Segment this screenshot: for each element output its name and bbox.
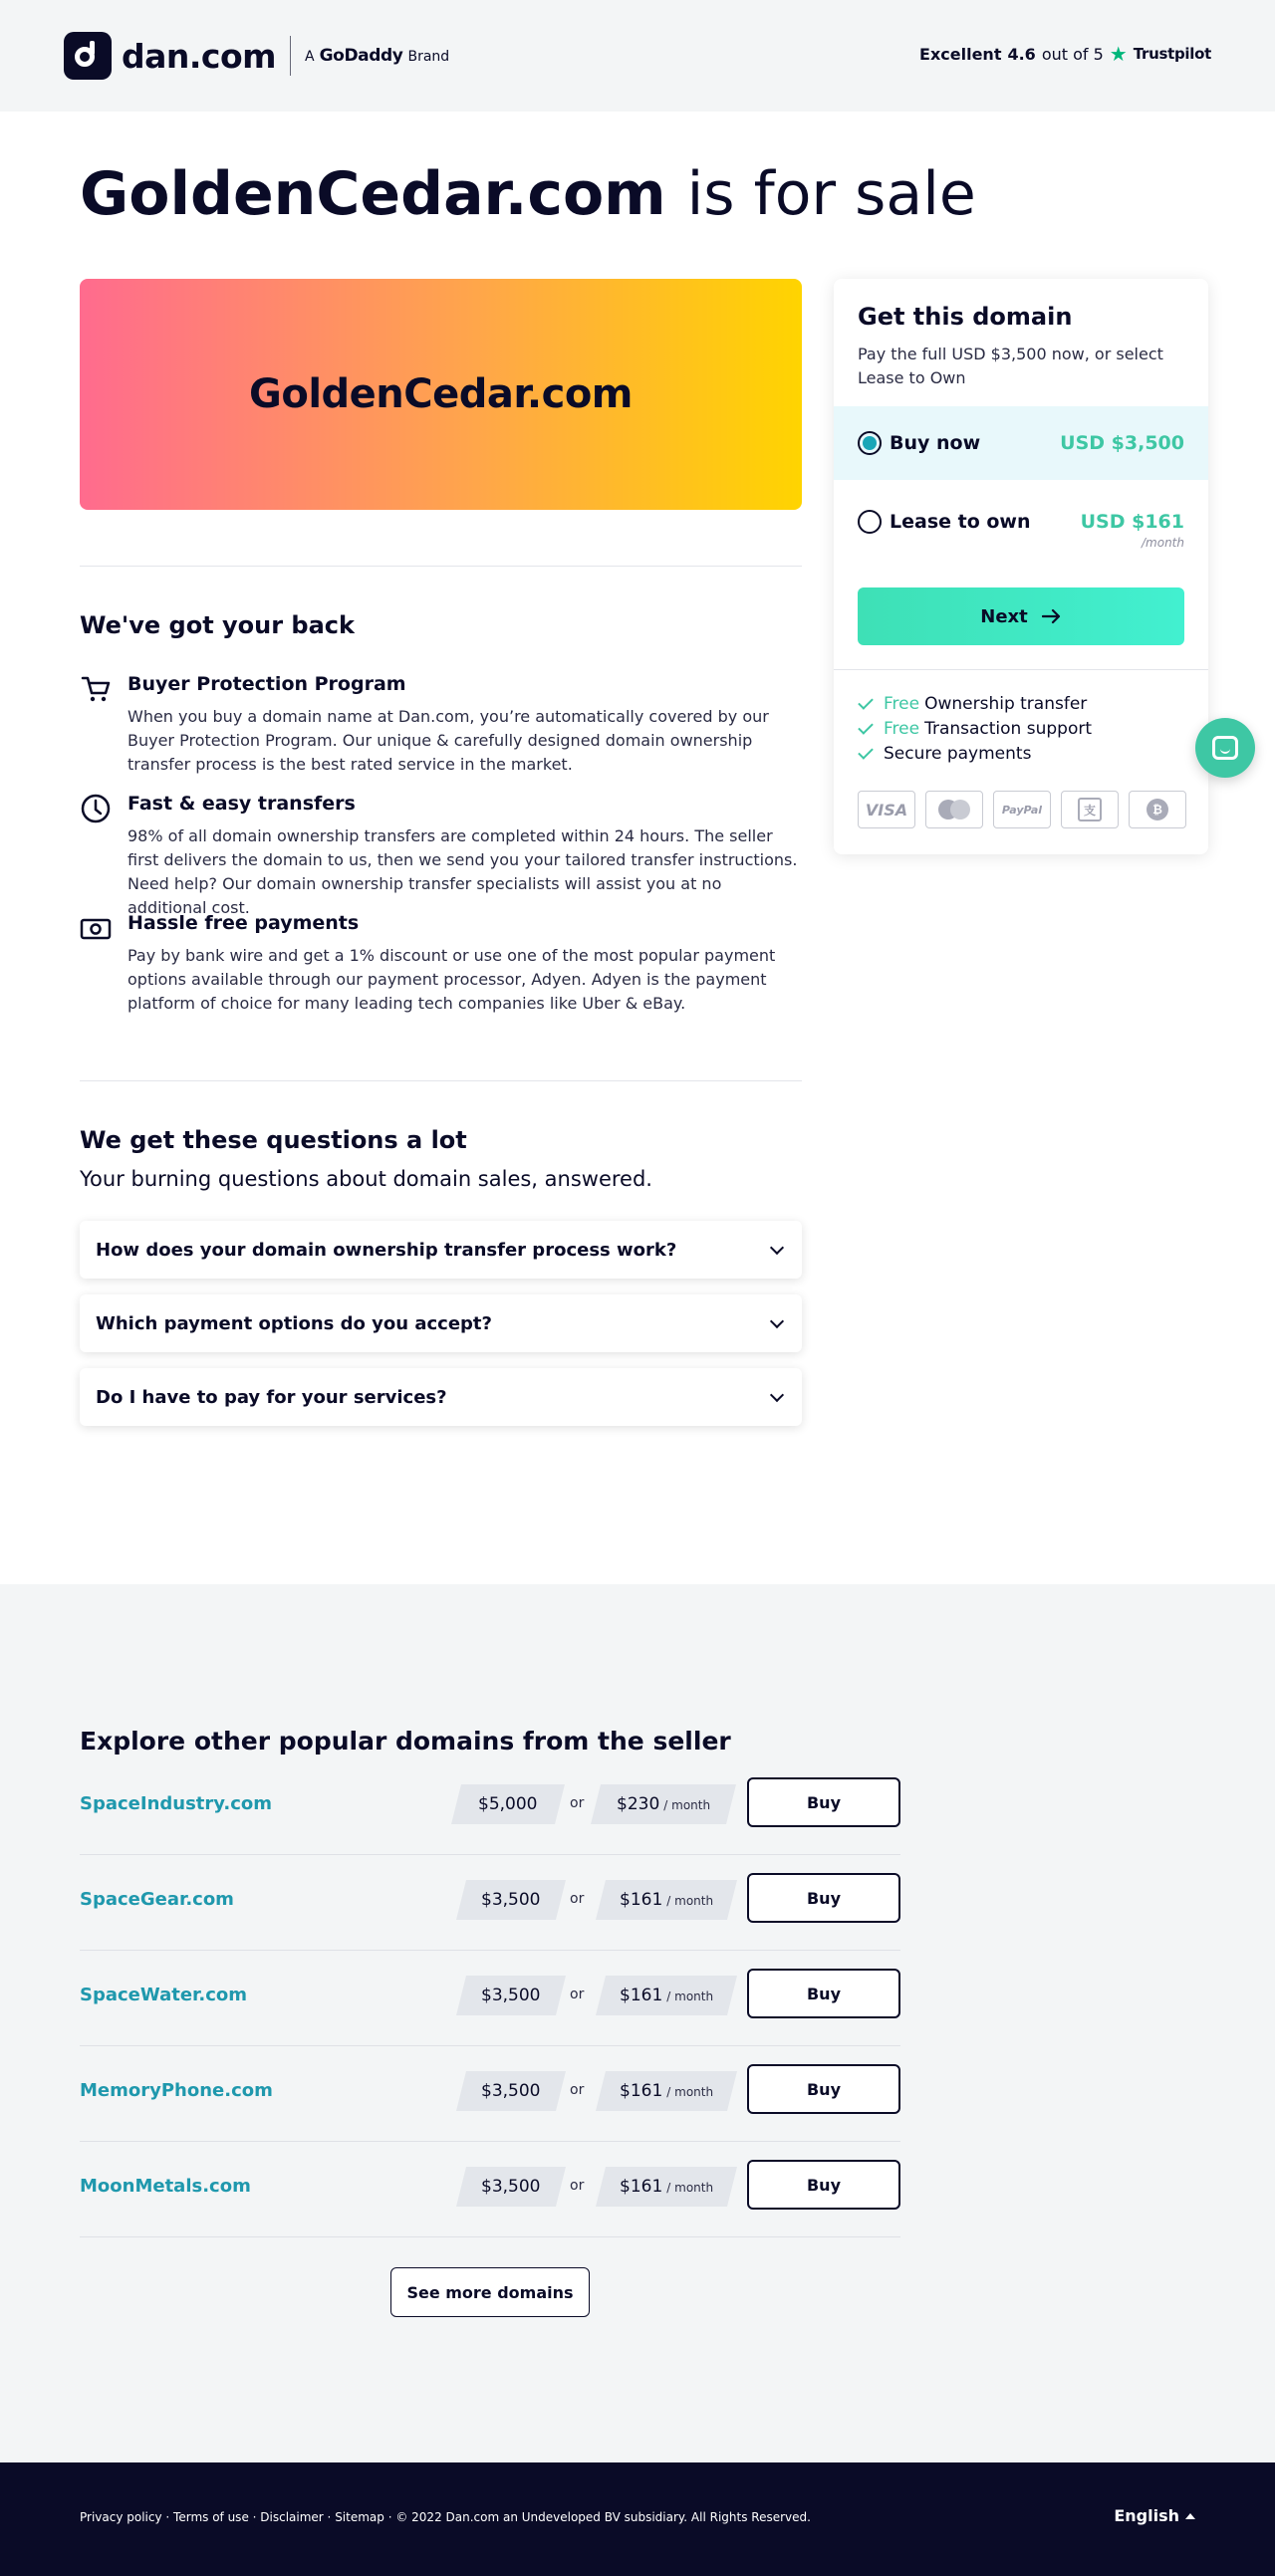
faq-question: Which payment options do you accept?: [96, 1312, 492, 1334]
buy-button[interactable]: Buy: [747, 1777, 900, 1827]
alipay-icon: 支: [1061, 791, 1119, 828]
domain-row: [80, 2046, 900, 2142]
see-more-domains-button[interactable]: See more domains: [390, 2267, 590, 2317]
brand-prefix: A: [305, 49, 315, 65]
clock-icon: [80, 793, 112, 824]
perk-item: [858, 691, 1092, 716]
page-title: [80, 159, 976, 229]
per-month: / month: [666, 1894, 714, 1908]
or-label: or: [570, 2082, 585, 2098]
price-tag: [456, 1976, 566, 2015]
trustpilot-star-icon: ★: [1109, 42, 1128, 66]
footer-link-privacy[interactable]: Privacy policy: [80, 2510, 162, 2524]
lease-value: $161: [619, 2081, 663, 2101]
explore-section: [0, 1584, 1275, 2462]
brand-suffix: Brand: [407, 49, 450, 65]
domain-link[interactable]: SpaceWater.com: [80, 1985, 247, 2005]
buy-button[interactable]: Buy: [747, 2064, 900, 2114]
cash-icon: [80, 912, 112, 944]
domain-row: [80, 1951, 900, 2046]
buy-button[interactable]: Buy: [747, 1969, 900, 2018]
per-month: / month: [663, 1798, 711, 1812]
or-label: or: [570, 1891, 585, 1907]
rating-score: 4.6: [1007, 44, 1036, 64]
option-price: USD $161: [1080, 511, 1184, 533]
chat-icon: [1212, 736, 1238, 760]
card-divider: [834, 669, 1208, 670]
price-value: $3,500: [481, 1986, 541, 2005]
or-label: or: [570, 2178, 585, 2194]
title-rest: is for sale: [686, 159, 976, 229]
divider: [80, 1080, 802, 1081]
rating-outof: out of 5: [1041, 44, 1104, 64]
footer-link-sitemap[interactable]: Sitemap: [335, 2510, 384, 2524]
cart-icon: [80, 673, 112, 705]
banner-domain: GoldenCedar.com: [249, 371, 633, 417]
chevron-down-icon: [770, 1240, 784, 1254]
card-subtitle: Pay the full USD $3,500 now, or select Lease to Own: [858, 345, 1163, 387]
mastercard-icon: [925, 791, 983, 828]
faq-question: How does your domain ownership transfer process work?: [96, 1239, 677, 1261]
feature-desc: When you buy a domain name at Dan.com, you’re automatically covered by our Buyer Protection Program. Our unique & carefully designed domain ownership transfer process is the best rated service in the market.: [128, 707, 769, 774]
check-icon: [858, 694, 874, 710]
buy-button[interactable]: Buy: [747, 2160, 900, 2210]
option-lease-to-own[interactable]: [834, 480, 1208, 564]
copyright: © 2022 Dan.com an Undeveloped BV subsidiary. All Rights Reserved.: [395, 2510, 811, 2524]
site-header: [0, 0, 1275, 112]
perk-item: [858, 716, 1092, 741]
divider: [80, 566, 802, 567]
faq-heading: We get these questions a lot: [80, 1126, 467, 1154]
domain-link[interactable]: SpaceGear.com: [80, 1889, 234, 1910]
feature-title: Hassle free payments: [128, 912, 360, 934]
or-label: or: [570, 1987, 585, 2002]
option-price: USD $3,500: [1060, 432, 1184, 454]
godaddy-brand: [305, 46, 449, 66]
faq-subheading: Your burning questions about domain sales, answered.: [80, 1167, 652, 1191]
price-value: $3,500: [481, 2081, 541, 2101]
radio-unselected[interactable]: [858, 510, 882, 534]
domain-link[interactable]: SpaceIndustry.com: [80, 1793, 272, 1814]
lease-tag: [596, 2071, 737, 2111]
price-tag: [451, 1784, 565, 1824]
domain-link[interactable]: MoonMetals.com: [80, 2176, 251, 2197]
radio-selected[interactable]: [858, 431, 882, 455]
chevron-up-icon: [1185, 2513, 1195, 2519]
perk-text: Secure payments: [884, 743, 1032, 764]
paypal-icon: [993, 791, 1051, 828]
lease-tag: [596, 1976, 737, 2015]
option-label: Lease to own: [890, 511, 1031, 533]
logo-text: dan.com: [122, 36, 277, 76]
title-domain: GoldenCedar.com: [80, 159, 666, 229]
per-month: / month: [666, 2181, 714, 2195]
trustpilot-wordmark: Trustpilot: [1133, 45, 1211, 63]
lease-value: $161: [619, 1986, 663, 2005]
buy-button[interactable]: Buy: [747, 1873, 900, 1923]
lease-period: /month: [1142, 536, 1184, 550]
feature-desc: 98% of all domain ownership transfers are completed within 24 hours. The seller first delivers the domain to us, then we send you your tailored transfer instructions. Need help? Our domain ownership transfer specialists will assist you at no additional cost.: [128, 826, 798, 917]
lease-tag: [596, 2167, 737, 2207]
chevron-down-icon: [770, 1387, 784, 1401]
perk-text: Ownership transfer: [924, 693, 1088, 714]
or-label: or: [570, 1795, 585, 1811]
next-label: Next: [980, 605, 1028, 627]
trustpilot-rating[interactable]: [919, 44, 1211, 64]
features-heading: We've got your back: [80, 611, 355, 639]
footer-link-terms[interactable]: Terms of use: [173, 2510, 249, 2524]
chat-button[interactable]: [1195, 718, 1255, 778]
lease-value: $161: [619, 2177, 663, 2197]
chevron-down-icon: [770, 1313, 784, 1327]
visa-icon: [858, 791, 915, 828]
site-footer: [0, 2462, 1275, 2576]
lease-value: $230: [616, 1794, 660, 1814]
perks-list: [858, 691, 1092, 766]
perk-item: [858, 741, 1092, 766]
per-month: / month: [666, 1990, 714, 2003]
faq-item[interactable]: [80, 1368, 802, 1426]
paypal-text: PayPal: [1001, 803, 1043, 817]
perk-free: Free: [884, 718, 920, 739]
option-label: Buy now: [890, 432, 981, 454]
price-value: $5,000: [478, 1794, 538, 1814]
bitcoin-icon: ₿: [1129, 791, 1186, 828]
feature-desc: Pay by bank wire and get a 1% discount or use one of the most popular payment options available through our payment processor, Adyen. Adyen is the payment platform of choice for many leading tech companies like Uber & eBay.: [128, 946, 776, 1013]
check-icon: [858, 744, 874, 760]
next-button[interactable]: [858, 587, 1184, 645]
domain-row: [80, 1855, 900, 1951]
visa-text: VISA: [865, 800, 908, 820]
feature-fast-transfers: [80, 793, 802, 917]
footer-link-disclaimer[interactable]: Disclaimer: [260, 2510, 324, 2524]
feature-title: Fast & easy transfers: [128, 793, 356, 815]
brand-logo[interactable]: [64, 32, 449, 80]
language-label: English: [1114, 2506, 1179, 2525]
feature-hassle-free-payments: [80, 912, 802, 1022]
price-tag: [456, 2071, 566, 2111]
card-title: Get this domain: [858, 303, 1073, 331]
price-tag: [456, 1880, 566, 1920]
price-value: $3,500: [481, 2177, 541, 2197]
brand-divider: [290, 36, 291, 76]
row-divider: [80, 2236, 900, 2237]
buy-card: [834, 279, 1208, 854]
arrow-right-icon: [1042, 608, 1062, 624]
domain-row: [80, 1759, 900, 1855]
price-value: $3,500: [481, 1890, 541, 1910]
explore-title: Explore other popular domains from the seller: [80, 1727, 731, 1756]
brand-name: GoDaddy: [319, 46, 403, 66]
dan-logo-icon: [64, 32, 112, 80]
feature-buyer-protection: [80, 673, 802, 783]
perk-free: Free: [884, 693, 920, 714]
faq-question: Do I have to pay for your services?: [96, 1386, 447, 1408]
faq-item[interactable]: [80, 1294, 802, 1352]
domain-link[interactable]: MemoryPhone.com: [80, 2080, 273, 2101]
faq-item[interactable]: [80, 1221, 802, 1279]
price-tag: [456, 2167, 566, 2207]
domain-banner: [80, 279, 802, 510]
perk-text: Transaction support: [924, 718, 1093, 739]
footer-links: Privacy policy · Terms of use · Disclaimer · Sitemap · © 2022 Dan.com an Undeveloped BV subsidiary. All Rights Reserved.: [80, 2510, 811, 2524]
language-selector[interactable]: [1114, 2506, 1195, 2525]
option-buy-now[interactable]: [834, 406, 1208, 480]
per-month: / month: [666, 2085, 714, 2099]
check-icon: [858, 719, 874, 735]
lease-tag: [591, 1784, 736, 1824]
lease-tag: [596, 1880, 737, 1920]
domain-row: [80, 2142, 900, 2237]
feature-title: Buyer Protection Program: [128, 673, 406, 695]
payment-methods: [858, 791, 1186, 828]
rating-label: Excellent: [919, 44, 1002, 64]
lease-value: $161: [619, 1890, 663, 1910]
